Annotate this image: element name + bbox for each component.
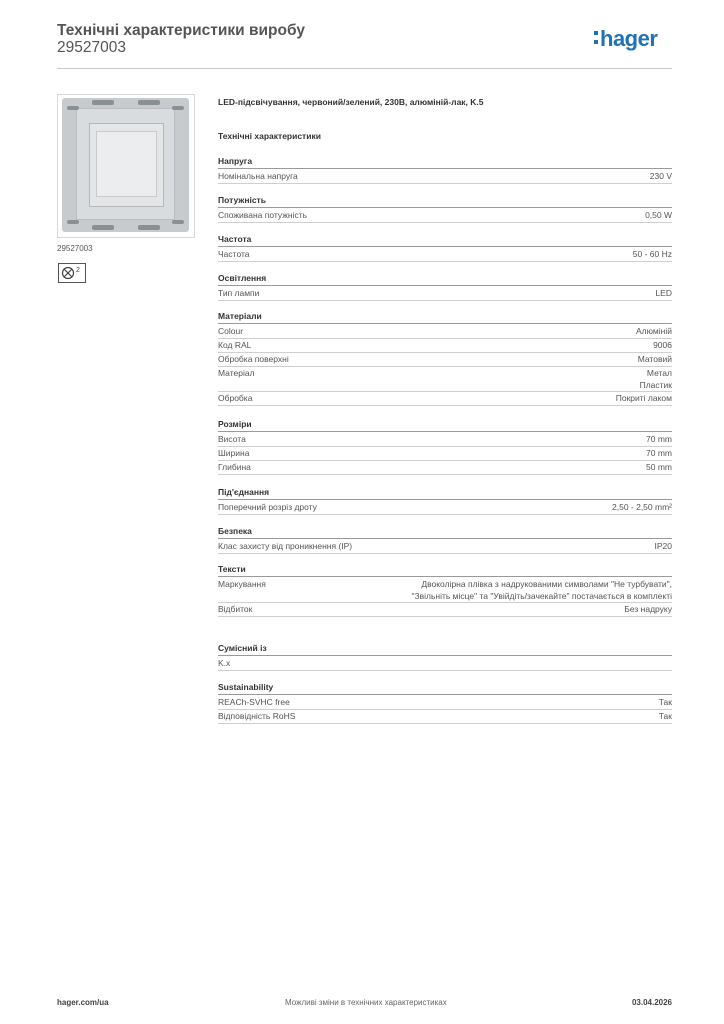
spec-label: Клас захисту від проникнення (IP) <box>218 541 353 551</box>
spec-row <box>218 352 672 367</box>
spec-value <box>645 210 672 220</box>
mount-slot <box>92 100 114 105</box>
spec-label: Споживана потужність <box>218 210 308 220</box>
section-title: Під'єднання <box>218 487 270 497</box>
spec-value <box>659 697 672 707</box>
spec-label: K.x <box>218 658 231 668</box>
product-image <box>57 94 195 238</box>
spec-value <box>646 448 672 458</box>
spec-row <box>218 602 672 617</box>
section-title: Безпека <box>218 526 252 536</box>
spec-row <box>218 500 672 515</box>
mount-slot <box>92 225 114 230</box>
spec-value-line: 70 mm <box>646 448 672 458</box>
spec-label: Маркування <box>218 579 266 589</box>
spec-value-line: 230 V <box>649 171 672 181</box>
spec-label: Матеріал <box>218 368 255 378</box>
image-caption: 29527003 <box>57 244 93 253</box>
section-heading: Технічні характеристики <box>218 131 321 141</box>
spec-row <box>218 286 672 301</box>
spec-row <box>218 366 672 392</box>
spec-value-line: Двоколірна плівка з надрукованими символами "Не турбувати", <box>421 579 672 589</box>
spec-value <box>650 171 672 181</box>
mount-slot <box>67 106 79 110</box>
spec-row <box>218 539 672 554</box>
spec-label: Обробка <box>218 393 253 403</box>
led-lens <box>96 131 157 197</box>
spec-value <box>653 340 672 350</box>
mount-slot <box>138 100 160 105</box>
icon-superscript: 2 <box>76 267 80 274</box>
spec-value <box>624 604 672 614</box>
spec-value <box>636 326 672 336</box>
footer-date: 03.04.2026 <box>631 998 672 1007</box>
spec-label: Ширина <box>218 448 250 458</box>
mount-slot <box>138 225 160 230</box>
section-title: Тексти <box>218 564 246 574</box>
spec-value <box>646 434 672 444</box>
spec-value <box>633 249 672 259</box>
spec-value-line: 50 - 60 Hz <box>632 249 672 259</box>
section-title: Напруга <box>218 156 253 166</box>
spec-value-line: Так <box>658 711 672 721</box>
logo-dots-icon <box>594 26 599 44</box>
section-title: Частота <box>218 234 252 244</box>
spec-label: Частота <box>218 249 250 259</box>
spec-row <box>218 169 672 184</box>
spec-value-line: IP20 <box>654 541 672 551</box>
spec-value <box>411 579 672 601</box>
spec-label: Відповідність RoHS <box>218 711 296 721</box>
spec-row <box>218 656 672 671</box>
section-title: Потужність <box>218 195 266 205</box>
spec-label: Відбиток <box>218 604 253 614</box>
spec-row <box>218 208 672 223</box>
spec-row <box>218 391 672 406</box>
spec-value-line: 2,50 - 2,50 mm² <box>612 502 672 512</box>
spec-value <box>659 711 672 721</box>
spec-value <box>646 462 672 472</box>
mount-slot <box>172 220 184 224</box>
spec-row <box>218 324 672 339</box>
spec-row <box>218 577 672 603</box>
spec-label: Поперечний розріз дроту <box>218 502 317 512</box>
hager-logo[interactable] <box>594 26 657 52</box>
spec-label: REACh-SVHC free <box>218 697 290 707</box>
spec-value-line: Покриті лаком <box>615 393 672 403</box>
spec-value <box>640 368 672 390</box>
spec-value-line: 9006 <box>653 340 672 350</box>
section-title: Sustainability <box>218 682 274 692</box>
footer-note: Можливі зміни в технічних характеристиках <box>285 998 447 1007</box>
spec-value <box>612 502 672 512</box>
spec-row <box>218 338 672 353</box>
spec-value-line: Матовий <box>637 354 672 364</box>
spec-value <box>655 288 672 298</box>
spec-value-line: Пластик <box>639 380 672 390</box>
logo-text: hager <box>600 26 658 51</box>
spec-value-line: Так <box>658 697 672 707</box>
spec-value-line: Алюміній <box>636 326 672 336</box>
spec-row <box>218 695 672 710</box>
spec-row <box>218 432 672 447</box>
spec-value-line: Метал <box>646 368 672 378</box>
mount-slot <box>67 220 79 224</box>
section-title: Матеріали <box>218 311 262 321</box>
spec-label: Глибина <box>218 462 251 472</box>
spec-value-line: "Звільніть місце" та "Увійдіть/зачекайте" постачається в комплекті <box>411 591 672 601</box>
spec-value <box>638 354 672 364</box>
spec-label: Висота <box>218 434 246 444</box>
spec-label: Номінальна напруга <box>218 171 298 181</box>
spec-value <box>655 541 673 551</box>
spec-value-line: 70 mm <box>646 434 672 444</box>
spec-row <box>218 247 672 262</box>
section-title: Сумісний із <box>218 643 267 653</box>
spec-value-line: Без надруку <box>624 604 672 614</box>
spec-row <box>218 460 672 475</box>
spec-value <box>616 393 672 403</box>
spec-value-line: LED <box>655 288 672 298</box>
section-title: Освітлення <box>218 273 267 283</box>
section-title: Розміри <box>218 419 252 429</box>
spec-label: Colour <box>218 326 244 336</box>
spec-value-line: 0,50 W <box>645 210 672 220</box>
spec-row <box>218 446 672 461</box>
spec-label: Обробка поверхні <box>218 354 289 364</box>
switch-plate <box>62 98 189 232</box>
spec-label: Код RAL <box>218 340 252 350</box>
footer-website[interactable]: hager.com/ua <box>57 998 109 1007</box>
product-code: 29527003 <box>57 39 126 56</box>
page-title: Технічні характеристики виробу <box>57 22 305 39</box>
header-divider <box>57 68 672 69</box>
mount-slot <box>172 106 184 110</box>
product-description: LED-підсвічування, червоний/зелений, 230В, алюміній-лак, K.5 <box>218 97 484 107</box>
spec-value-line: 50 mm <box>646 462 672 472</box>
lamp-class-icon <box>58 263 86 283</box>
spec-row <box>218 709 672 724</box>
spec-label: Тип лампи <box>218 288 260 298</box>
